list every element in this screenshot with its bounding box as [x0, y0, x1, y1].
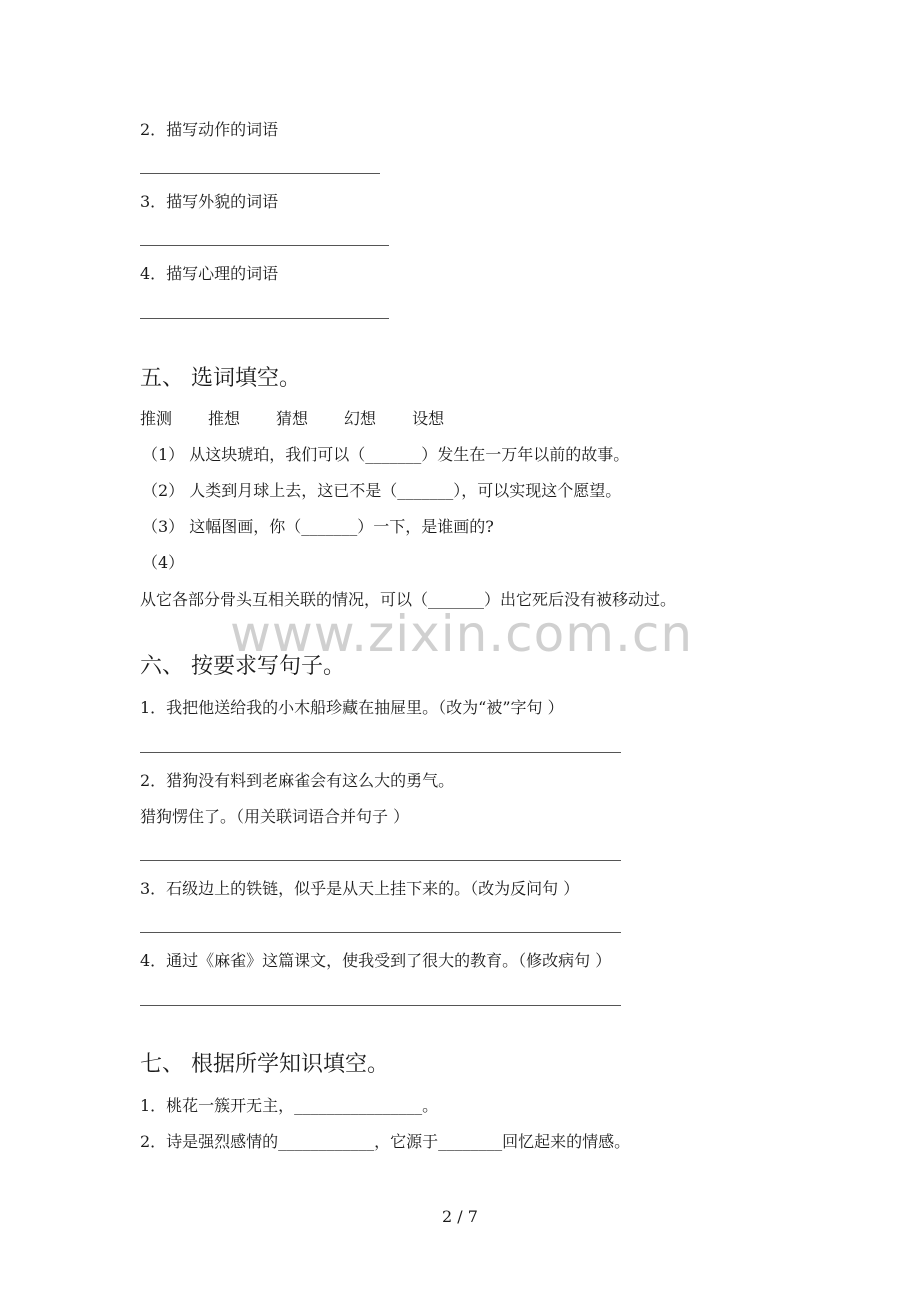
question-text: 3．描写外貌的词语: [140, 192, 279, 211]
word-options: [140, 409, 480, 429]
question-text: 3．石级边上的铁链，似乎是从天上挂下来的。（改为反问句 ）: [140, 879, 580, 898]
answer-line[interactable]: [140, 752, 621, 753]
answer-line[interactable]: [140, 1005, 621, 1006]
answer-line[interactable]: [140, 173, 380, 174]
word-option: 设想: [412, 409, 445, 428]
answer-line[interactable]: [140, 245, 389, 246]
question-text: 2．猎狗没有料到老麻雀会有这么大的勇气。: [140, 771, 455, 790]
section-heading: 七、 根据所学知识填空。: [140, 1052, 389, 1077]
page-number: 2 / 7: [442, 1207, 478, 1226]
question-text: （2） 人类到月球上去，这已不是（_______），可以实现这个愿望。: [142, 481, 622, 500]
question-text: （3） 这幅图画，你（_______）一下，是谁画的?: [142, 517, 494, 536]
watermark: www.zixin.com.cn: [230, 605, 694, 663]
question-text: （4）: [142, 553, 185, 572]
answer-line[interactable]: [140, 932, 621, 933]
question-text: 4．通过《麻雀》这篇课文，使我受到了很大的教育。（修改病句 ）: [140, 951, 612, 970]
question-text: 1．桃花一簇开无主，________________。: [140, 1096, 439, 1115]
word-option: 推测: [140, 409, 173, 428]
word-option: 幻想: [344, 409, 377, 428]
question-text: （1） 从这块琥珀，我们可以（_______）发生在一万年以前的故事。: [142, 445, 630, 464]
question-text: 2．诗是强烈感情的____________，它源于________回忆起来的情感。: [140, 1132, 631, 1151]
answer-line[interactable]: [140, 860, 621, 861]
section-heading: 六、 按要求写句子。: [140, 654, 345, 679]
answer-line[interactable]: [140, 318, 389, 319]
word-option: 猜想: [276, 409, 309, 428]
question-text: 猎狗愣住了。（用关联词语合并句子 ）: [140, 807, 410, 826]
question-text: 从它各部分骨头互相关联的情况，可以（_______）出它死后没有被移动过。: [140, 590, 677, 609]
section-heading: 五、 选词填空。: [140, 366, 301, 391]
question-text: 1．我把他送给我的小木船珍藏在抽屉里。（改为“被”字句 ）: [140, 698, 564, 717]
word-option: 推想: [208, 409, 241, 428]
question-text: 4．描写心理的词语: [140, 264, 279, 283]
question-text: 2．描写动作的词语: [140, 120, 279, 139]
